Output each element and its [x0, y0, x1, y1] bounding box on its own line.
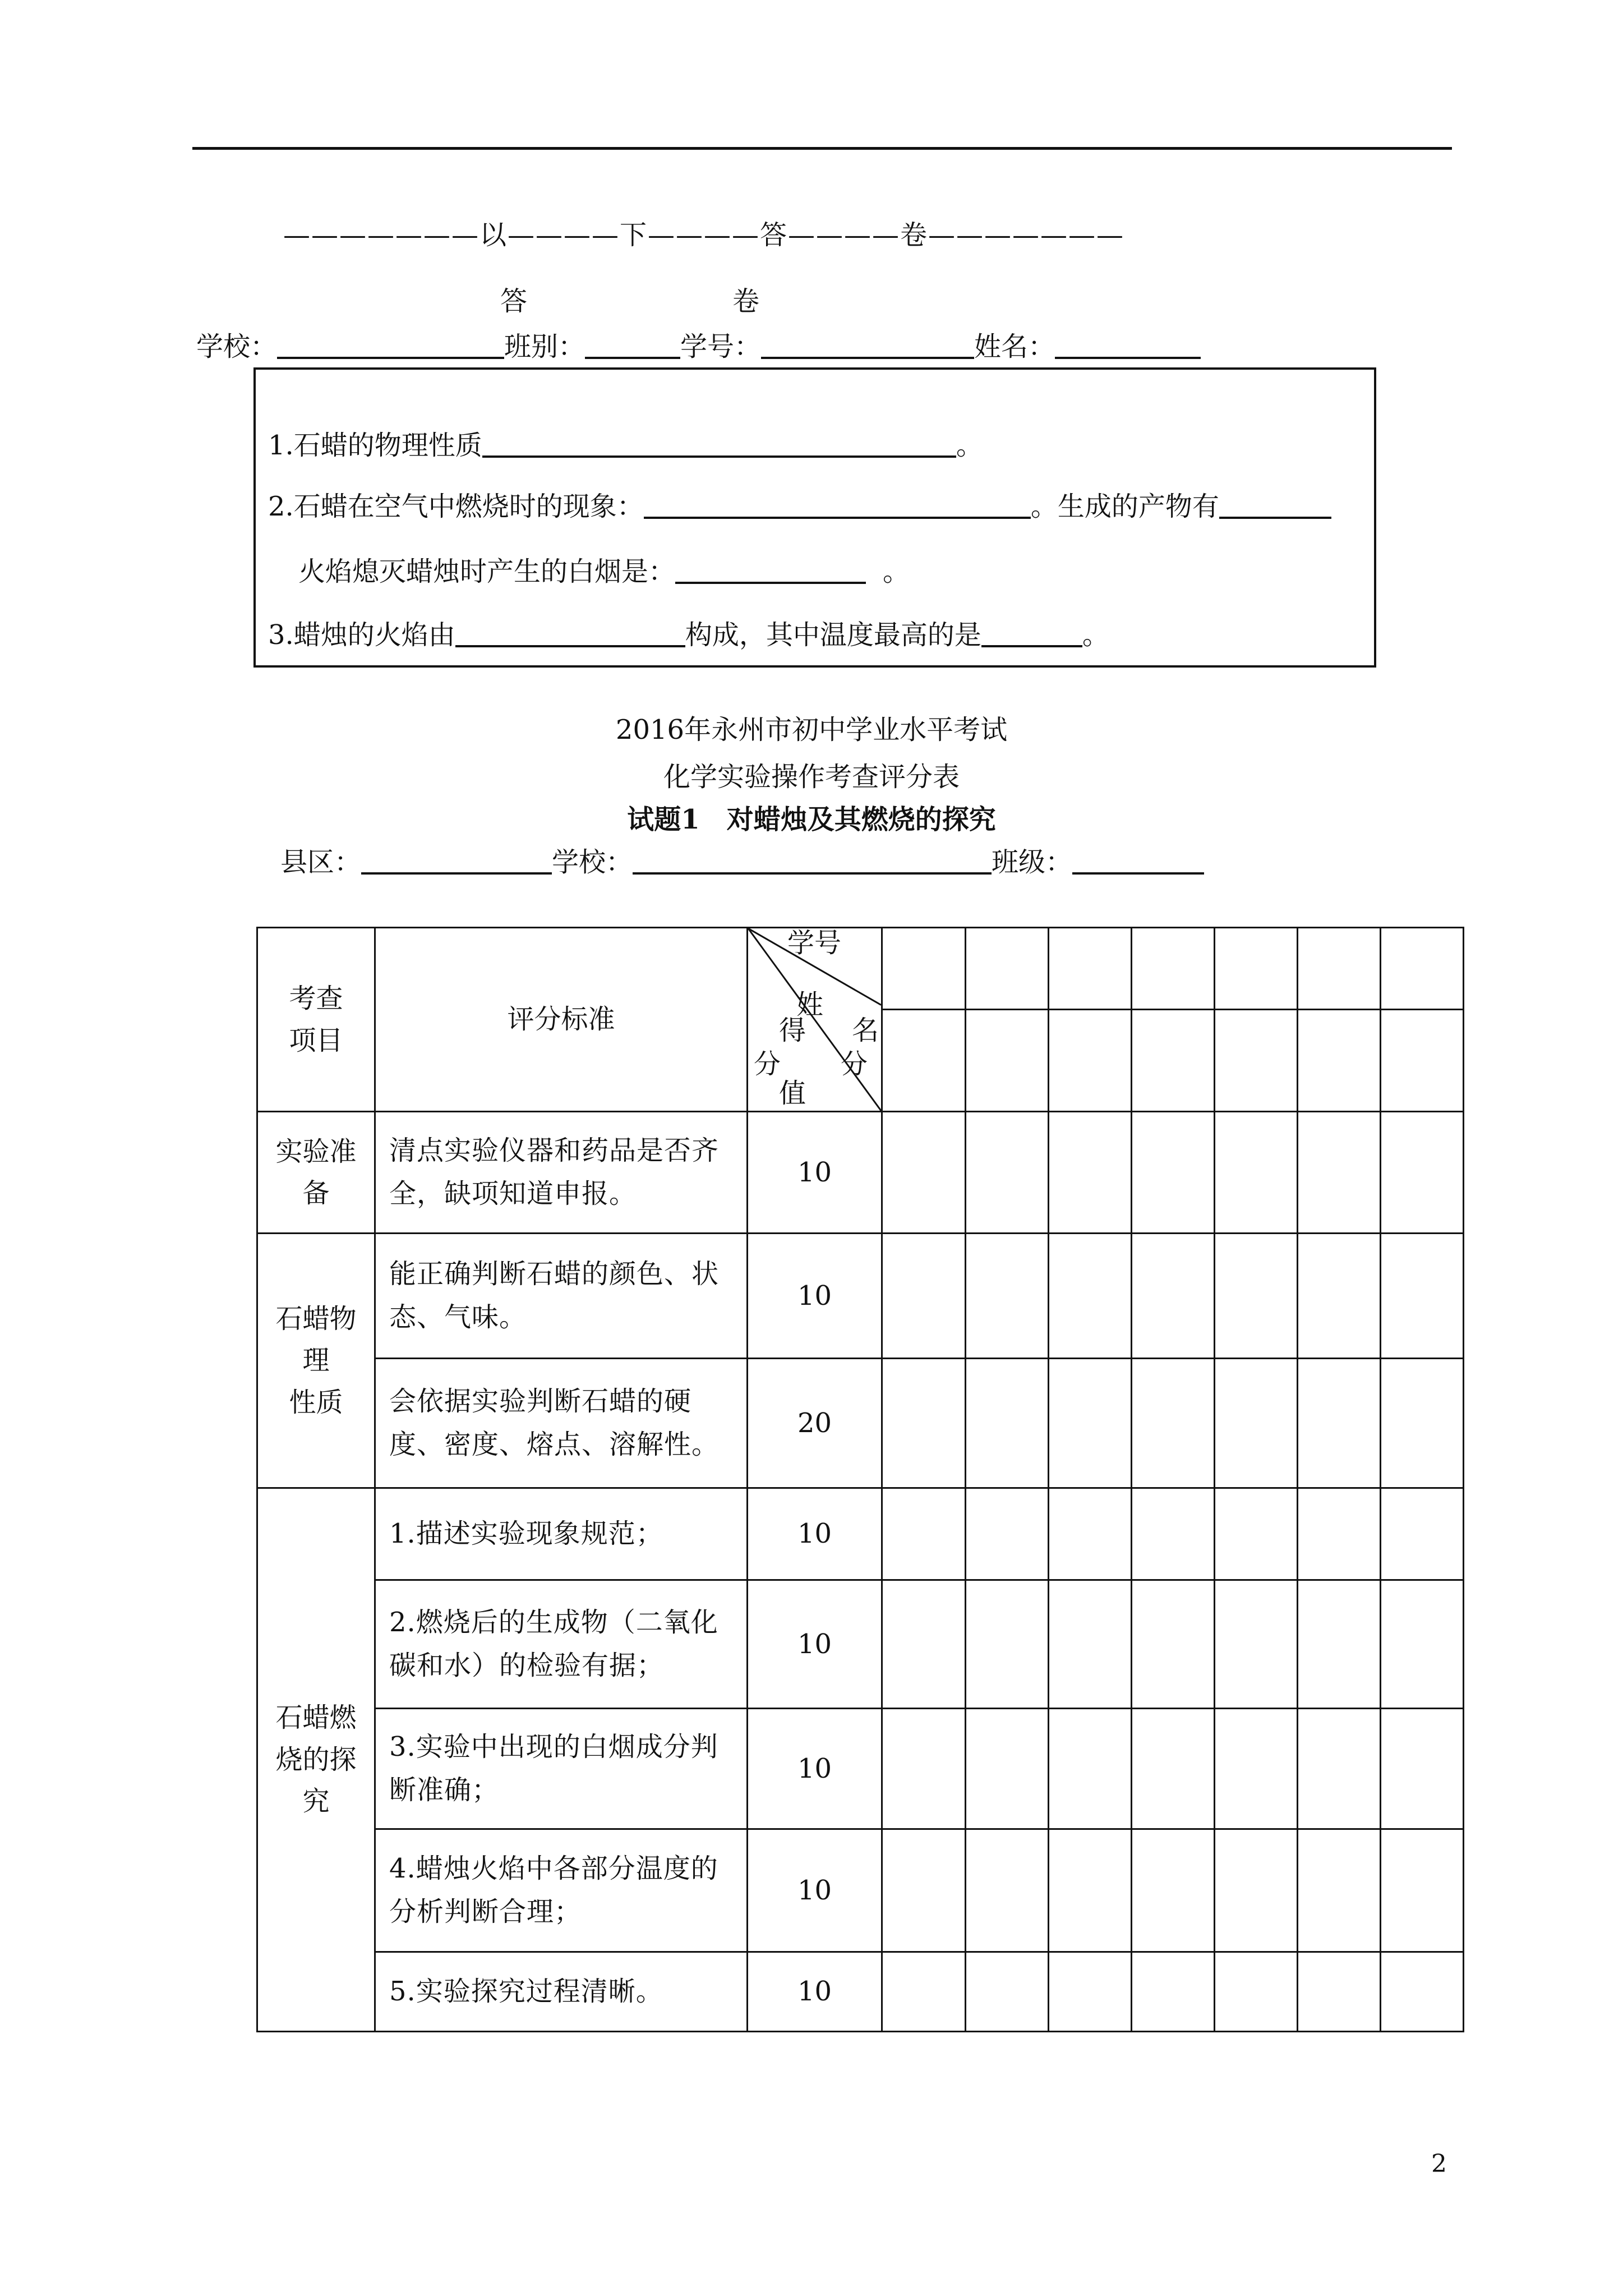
q1-blank[interactable] — [482, 433, 956, 458]
student-cell[interactable] — [1049, 1010, 1132, 1112]
diag-name-2: 名 — [852, 1015, 879, 1046]
answer-q3 — [268, 619, 1109, 651]
score-cell[interactable] — [1132, 1488, 1215, 1580]
score-cell[interactable] — [1298, 1829, 1381, 1952]
class-blank[interactable] — [585, 334, 680, 359]
table-row — [257, 1488, 1464, 1580]
score-cell[interactable] — [882, 1580, 966, 1709]
score-cell[interactable] — [1215, 1829, 1298, 1952]
q3-text: 3.蜡烛的火焰由 — [268, 619, 455, 651]
score-cell[interactable] — [1049, 1234, 1132, 1359]
meta-line — [280, 846, 1204, 878]
table-row — [257, 1234, 1464, 1359]
page-number: 2 — [1431, 2150, 1447, 2178]
score-cell[interactable] — [1215, 1952, 1298, 2032]
value-cell: 10 — [748, 1112, 882, 1234]
student-cell[interactable] — [1215, 928, 1298, 1010]
score-cell[interactable] — [1049, 1580, 1132, 1709]
header-criteria: 评分标准 — [375, 928, 748, 1112]
name-label: 姓名： — [974, 331, 1055, 362]
table-row — [257, 1580, 1464, 1709]
grade-blank[interactable] — [1072, 850, 1204, 875]
diag-student-no: 学号 — [787, 927, 842, 959]
score-cell[interactable] — [1381, 1234, 1464, 1359]
score-cell[interactable] — [882, 1112, 966, 1234]
score-cell[interactable] — [1215, 1580, 1298, 1709]
student-cell[interactable] — [1381, 1010, 1464, 1112]
score-cell[interactable] — [1215, 1234, 1298, 1359]
table-row — [257, 1829, 1464, 1952]
score-cell[interactable] — [1298, 1952, 1381, 2032]
criteria-cell: 1.描述实验现象规范； — [375, 1488, 748, 1580]
criteria-cell: 清点实验仪器和药品是否齐全，缺项知道申报。 — [375, 1112, 748, 1234]
criteria-cell: 会依据实验判断石蜡的硬度、密度、熔点、溶解性。 — [375, 1359, 748, 1488]
student-info — [196, 333, 1201, 360]
student-cell[interactable] — [1381, 928, 1464, 1010]
score-cell[interactable] — [1298, 1359, 1381, 1488]
student-cell[interactable] — [1298, 928, 1381, 1010]
criteria-cell: 4.蜡烛火焰中各部分温度的分析判断合理； — [375, 1829, 748, 1952]
score-cell[interactable] — [1132, 1580, 1215, 1709]
value-cell: 10 — [748, 1234, 882, 1359]
answer-title-1: 答 — [500, 286, 528, 317]
score-cell[interactable] — [1381, 1112, 1464, 1234]
score-cell[interactable] — [966, 1952, 1049, 2032]
score-cell[interactable] — [1215, 1359, 1298, 1488]
score-cell[interactable] — [1132, 1709, 1215, 1829]
county-blank[interactable] — [361, 850, 552, 875]
score-cell[interactable] — [966, 1580, 1049, 1709]
diag-name-1: 姓 — [796, 989, 824, 1020]
score-cell[interactable] — [1215, 1709, 1298, 1829]
cut-line: ———————以————下————答————卷——————— — [283, 219, 1125, 251]
score-cell[interactable] — [1298, 1234, 1381, 1359]
criteria-cell: 5.实验探究过程清晰。 — [375, 1952, 748, 2032]
criteria-cell: 2.燃烧后的生成物（二氧化碳和水）的检验有据； — [375, 1580, 748, 1709]
answer-title-2: 卷 — [732, 286, 760, 317]
school-blank[interactable] — [277, 334, 504, 359]
experiment-title: 试题1 对蜡烛及其燃烧的探究 — [627, 804, 996, 835]
class-label: 班别： — [504, 331, 585, 362]
diagonal-header — [748, 928, 882, 1112]
score-cell[interactable] — [1049, 1488, 1132, 1580]
exam-title-line2: 化学实验操作考查评分表 — [663, 761, 960, 793]
score-cell[interactable] — [1381, 1488, 1464, 1580]
value-cell: 10 — [748, 1488, 882, 1580]
score-cell[interactable] — [1298, 1709, 1381, 1829]
q2b-blank[interactable] — [675, 559, 866, 584]
score-cell[interactable] — [1132, 1234, 1215, 1359]
q3-highest-blank[interactable] — [981, 623, 1082, 647]
number-label: 学号： — [680, 331, 762, 362]
table-row — [257, 1112, 1464, 1234]
student-cell[interactable] — [966, 928, 1049, 1010]
q3-blank[interactable] — [455, 623, 685, 647]
diag-score-1: 得 — [779, 1015, 806, 1046]
answer-q2 — [268, 493, 1331, 520]
value-cell: 10 — [748, 1952, 882, 2032]
answer-q2b — [298, 558, 910, 585]
score-cell[interactable] — [966, 1709, 1049, 1829]
table-row — [257, 1359, 1464, 1488]
score-cell[interactable] — [966, 1112, 1049, 1234]
q2-mid: 。生成的产物有 — [1030, 491, 1219, 522]
score-cell[interactable] — [1132, 1829, 1215, 1952]
value-cell: 10 — [748, 1709, 882, 1829]
school-label: 学校： — [196, 331, 278, 362]
score-cell[interactable] — [1049, 1112, 1132, 1234]
student-cell[interactable] — [1298, 1010, 1381, 1112]
meta-school-label: 学校： — [552, 846, 633, 878]
score-cell[interactable] — [1381, 1580, 1464, 1709]
county-label: 县区： — [280, 846, 362, 878]
score-cell[interactable] — [1215, 1488, 1298, 1580]
q3-mid: 构成，其中温度最高的是 — [685, 619, 981, 651]
score-cell[interactable] — [1132, 1952, 1215, 2032]
q2-blank[interactable] — [644, 494, 1031, 519]
score-cell[interactable] — [1132, 1112, 1215, 1234]
number-blank[interactable] — [761, 334, 974, 359]
q1-end: 。 — [956, 430, 983, 461]
q2b-text: 火焰熄灭蜡烛时产生的白烟是： — [298, 556, 676, 587]
score-cell[interactable] — [966, 1359, 1049, 1488]
score-cell[interactable] — [1049, 1359, 1132, 1488]
score-cell[interactable] — [1215, 1112, 1298, 1234]
score-cell[interactable] — [1049, 1709, 1132, 1829]
value-cell: 10 — [748, 1580, 882, 1709]
item-physical: 石蜡物 理 性质 — [257, 1234, 375, 1488]
grade-label: 班级： — [992, 846, 1073, 878]
student-cell[interactable] — [1132, 928, 1215, 1010]
score-cell[interactable] — [882, 1359, 966, 1488]
table-row — [257, 1952, 1464, 2032]
student-cell[interactable] — [882, 1010, 966, 1112]
score-cell[interactable] — [1298, 1112, 1381, 1234]
score-cell[interactable] — [966, 1488, 1049, 1580]
score-cell[interactable] — [1381, 1709, 1464, 1829]
score-cell[interactable] — [1298, 1488, 1381, 1580]
criteria-cell: 3.实验中出现的白烟成分判断准确； — [375, 1709, 748, 1829]
header-rule — [192, 147, 1452, 150]
student-cell[interactable] — [1215, 1010, 1298, 1112]
value-cell: 20 — [748, 1359, 882, 1488]
q2-product-blank[interactable] — [1219, 494, 1331, 519]
score-cell[interactable] — [882, 1709, 966, 1829]
q1-text: 1.石蜡的物理性质 — [268, 430, 482, 461]
score-cell[interactable] — [882, 1234, 966, 1359]
score-cell[interactable] — [966, 1234, 1049, 1359]
score-cell[interactable] — [1049, 1829, 1132, 1952]
score-cell[interactable] — [882, 1829, 966, 1952]
student-cell[interactable] — [966, 1010, 1049, 1112]
score-cell[interactable] — [1381, 1952, 1464, 2032]
table-row — [257, 1709, 1464, 1829]
score-cell[interactable] — [1381, 1359, 1464, 1488]
criteria-cell: 能正确判断石蜡的颜色、状态、气味。 — [375, 1234, 748, 1359]
item-prep: 实验准 备 — [257, 1112, 375, 1234]
score-cell[interactable] — [1132, 1359, 1215, 1488]
score-cell[interactable] — [882, 1488, 966, 1580]
diag-score-2: 分 — [841, 1048, 868, 1080]
header-item: 考查 项目 — [257, 928, 375, 1112]
exam-title-line1: 2016年永州市初中学业水平考试 — [615, 714, 1008, 746]
q3-end: 。 — [1082, 619, 1109, 651]
score-cell[interactable] — [1298, 1580, 1381, 1709]
student-cell[interactable] — [882, 928, 966, 1010]
value-cell: 10 — [748, 1829, 882, 1952]
meta-school-blank[interactable] — [633, 850, 992, 875]
grading-table — [256, 927, 1464, 2032]
score-cell[interactable] — [966, 1829, 1049, 1952]
score-cell[interactable] — [882, 1952, 966, 2032]
name-blank[interactable] — [1055, 334, 1201, 359]
diag-value-1: 分 — [754, 1048, 781, 1080]
diag-value-2: 值 — [779, 1078, 806, 1109]
item-combustion: 石蜡燃 烧的探 究 — [257, 1488, 375, 2032]
score-cell[interactable] — [1381, 1829, 1464, 1952]
answer-q1 — [268, 432, 983, 459]
q2-text: 2.石蜡在空气中燃烧时的现象： — [268, 491, 644, 522]
student-cell[interactable] — [1049, 928, 1132, 1010]
score-cell[interactable] — [1049, 1952, 1132, 2032]
q2b-end: 。 — [883, 556, 910, 587]
student-cell[interactable] — [1132, 1010, 1215, 1112]
